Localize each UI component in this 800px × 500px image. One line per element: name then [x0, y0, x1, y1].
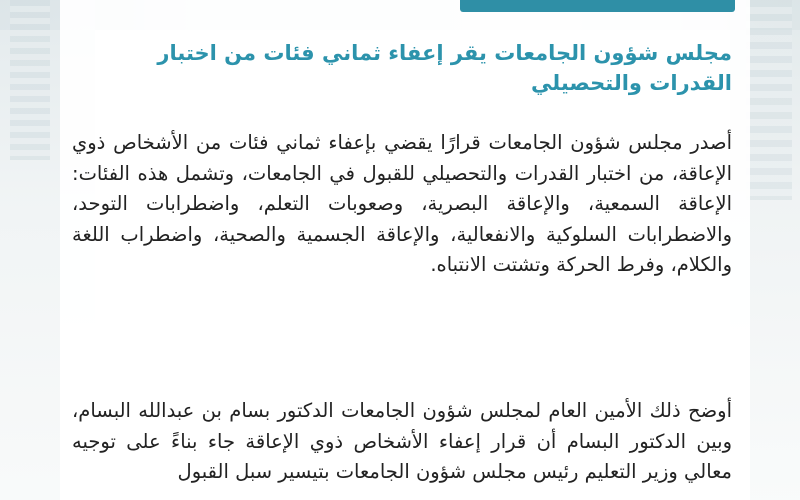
article-title: مجلس شؤون الجامعات يقر إعفاء ثماني فئات من اختبار القدرات والتحصيلي	[157, 41, 732, 95]
background-building-windows-left	[10, 0, 50, 160]
article-paragraph-1: أصدر مجلس شؤون الجامعات قرارًا يقضي بإعفاء ثماني فئات من الأشخاص ذوي الإعاقة، من اختبار القدرات والتحصيلي للقبول في الجامعات، وتشمل هذه الفئات: الإعاقة السمعية، والإعاقة البصرية، وصعوبات التعلم، واضطرابات التوحد، والاضطرابات السلوكية والانفعالية، والإعاقة الجسمية والصحية، واضطراب اللغة والكلام، وفرط الحركة وتشتت الانتباه.	[72, 131, 732, 276]
article-paragraph-2: أوضح ذلك الأمين العام لمجلس شؤون الجامعات الدكتور بسام بن عبدالله البسام، وبين الدكتور البسام أن قرار إعفاء الأشخاص ذوي الإعاقة جاء بناءً على توجيه معالي وزير التعليم رئيس مجلس شؤون الجامعات بتيسير سبل القبول	[72, 399, 732, 483]
background-building-windows-right	[746, 0, 792, 200]
category-tag	[460, 0, 735, 12]
